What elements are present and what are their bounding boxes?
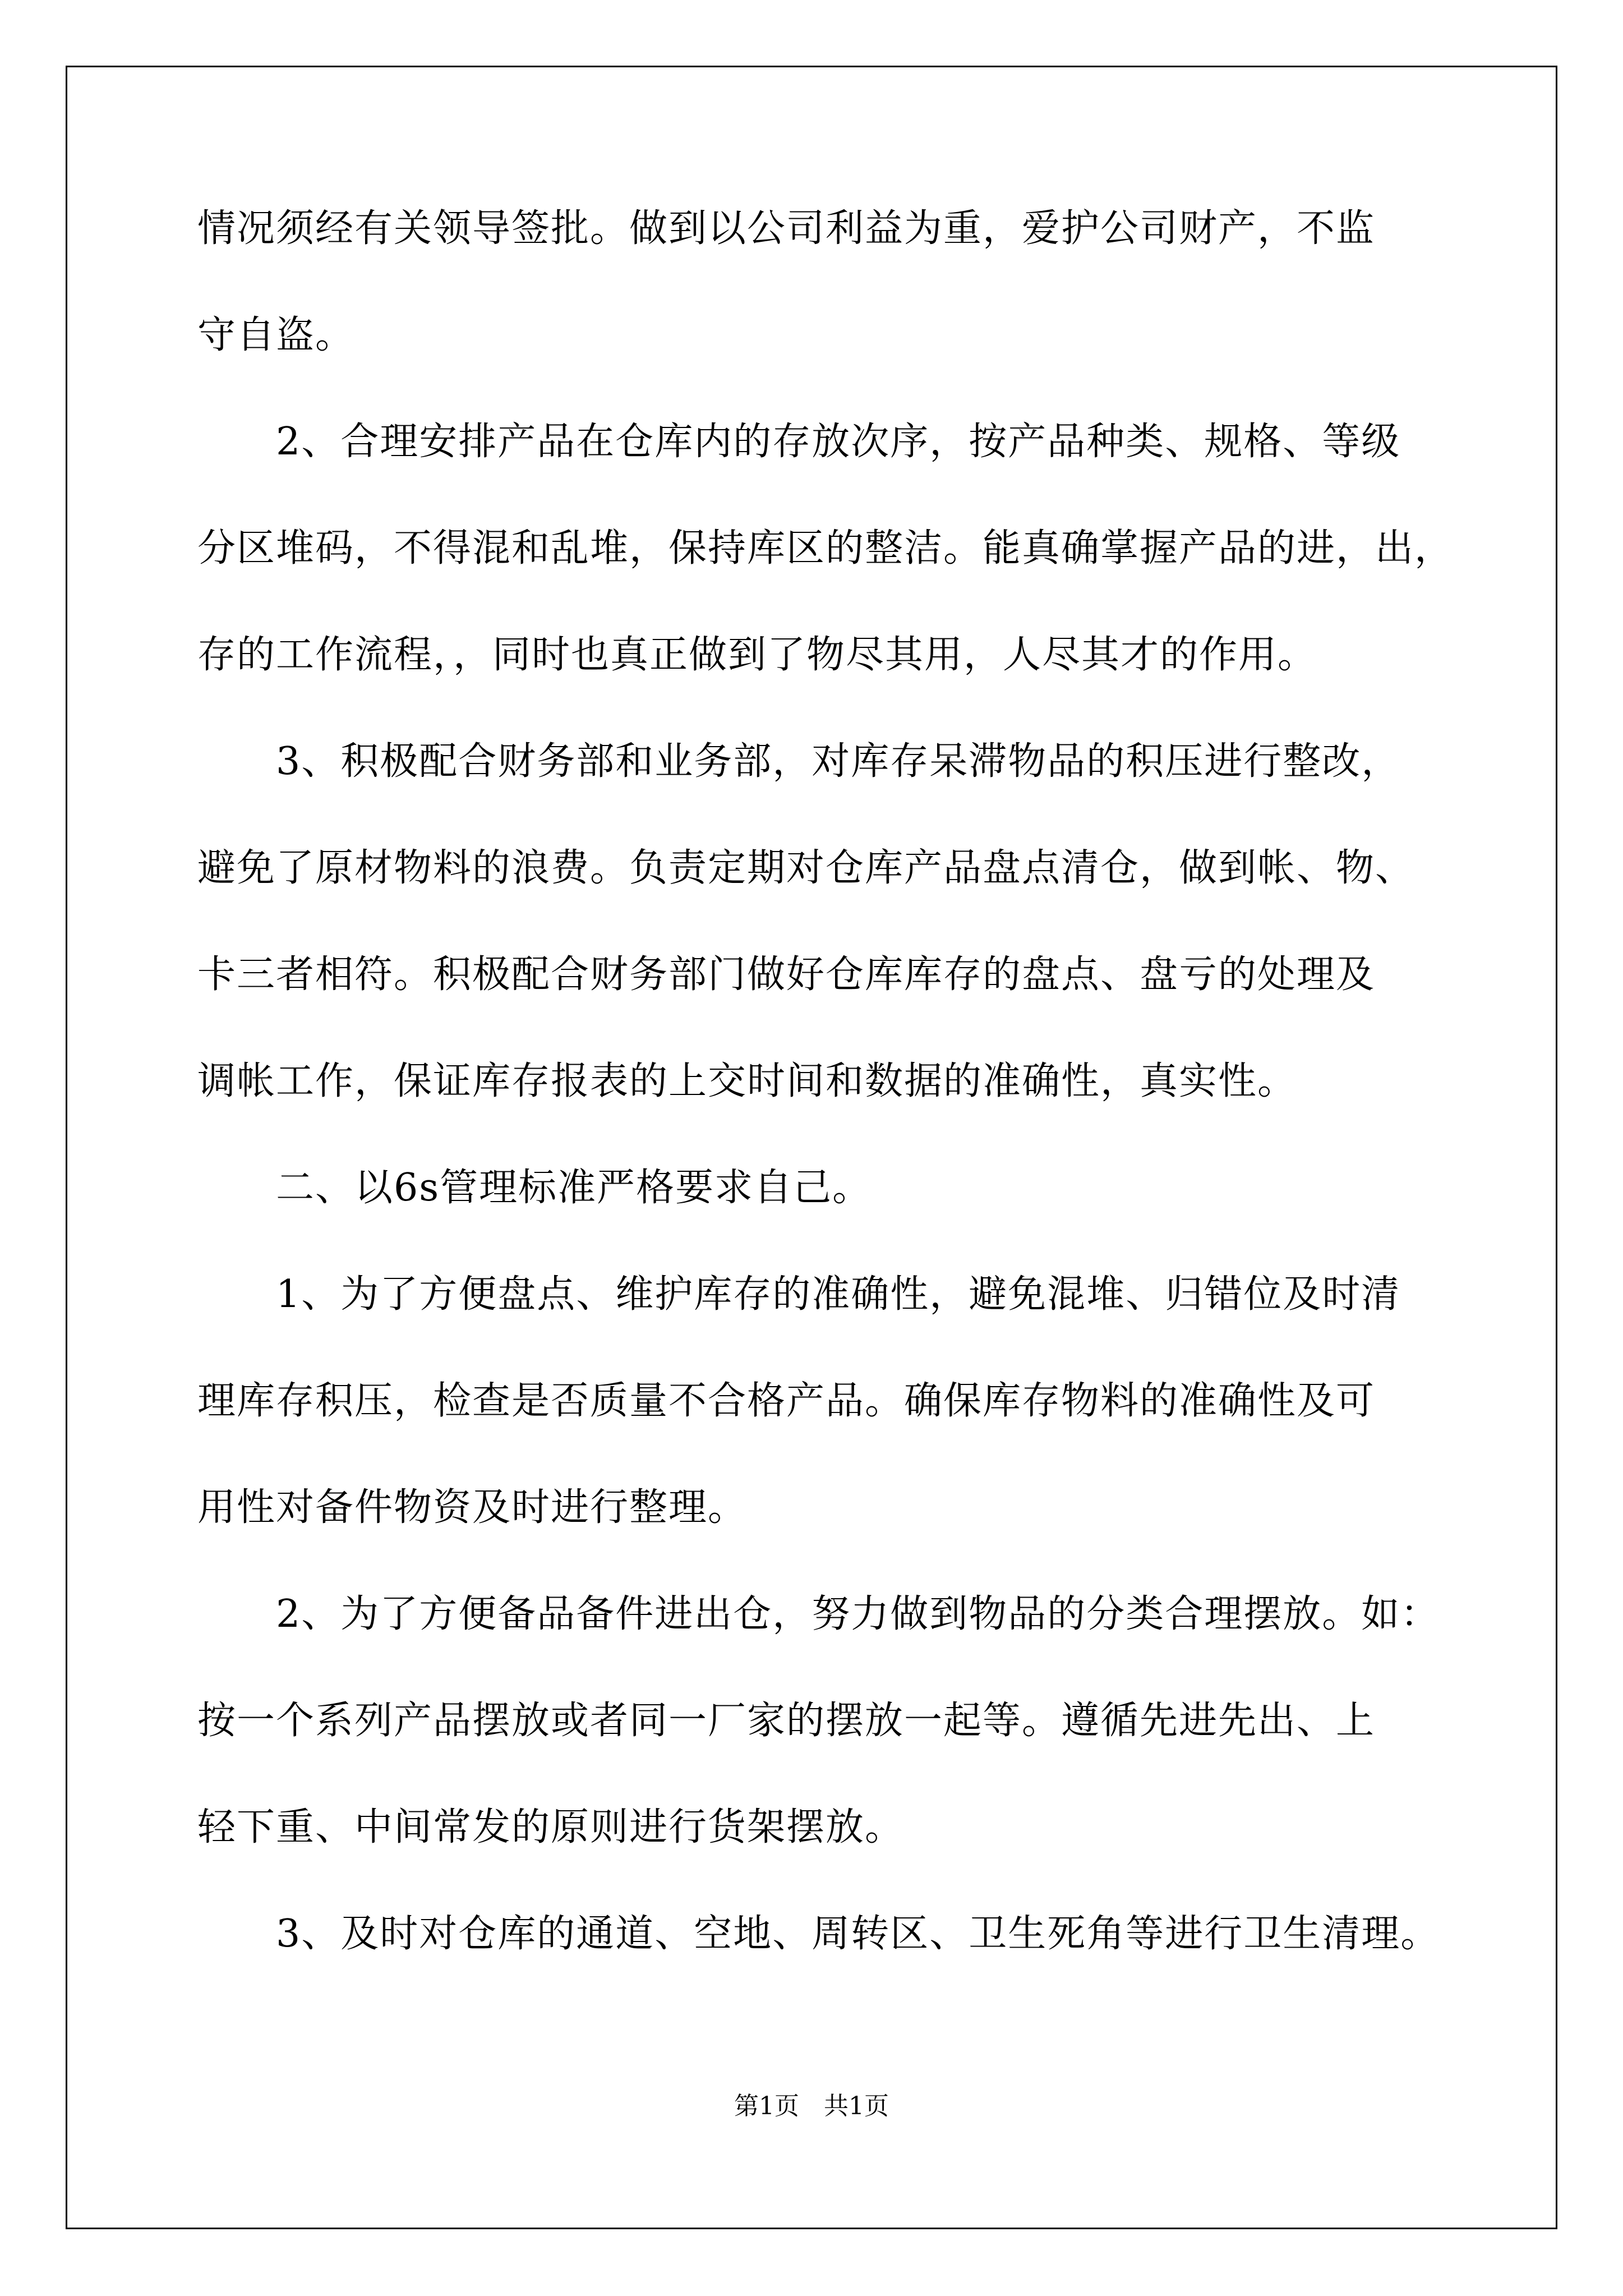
text-line: 卡三者相符。积极配合财务部门做好仓库库存的盘点、盘亏的处理及 bbox=[197, 953, 1376, 997]
text-line: 按一个系列产品摆放或者同一厂家的摆放一起等。遵循先进先出、上 bbox=[197, 1699, 1376, 1743]
text-line: 避免了原材物料的浪费。负责定期对仓库产品盘点清仓，做到帐、物、 bbox=[197, 846, 1415, 890]
section-heading: 二、以6s管理标准严格要求自己。 bbox=[276, 1166, 872, 1210]
text-line: 用性对备件物资及时进行整理。 bbox=[197, 1485, 748, 1530]
text-line: 3、积极配合财务部和业务部，对库存呆滞物品的积压进行整改， bbox=[276, 739, 1401, 784]
text-line: 存的工作流程，，同时也真正做到了物尽其用，人尽其才的作用。 bbox=[197, 633, 1317, 677]
text-line: 守自盗。 bbox=[197, 313, 355, 357]
text-line: 理库存积压，检查是否质量不合格产品。确保库存物料的准确性及可 bbox=[197, 1379, 1376, 1423]
text-line: 2、为了方便备品备件进出仓，努力做到物品的分类合理摆放。如： bbox=[276, 1592, 1440, 1636]
page-number-footer: 第1页 共1页 bbox=[734, 2092, 889, 2120]
text-line: 轻下重、中间常发的原则进行货架摆放。 bbox=[197, 1805, 905, 1849]
text-line: 分区堆码，不得混和乱堆，保持库区的整洁。能真确掌握产品的进，出， bbox=[197, 526, 1454, 570]
text-line: 3、及时对仓库的通道、空地、周转区、卫生死角等进行卫生清理。 bbox=[276, 1912, 1440, 1956]
text-line: 情况须经有关领导签批。做到以公司利益为重，爱护公司财产，不监 bbox=[197, 206, 1376, 251]
page-border bbox=[66, 66, 1557, 2229]
text-line: 调帐工作，保证库存报表的上交时间和数据的准确性，真实性。 bbox=[197, 1059, 1297, 1103]
text-line: 2、合理安排产品在仓库内的存放次序，按产品种类、规格、等级 bbox=[276, 420, 1401, 464]
text-line: 1、为了方便盘点、维护库存的准确性，避免混堆、归错位及时清 bbox=[276, 1272, 1401, 1317]
